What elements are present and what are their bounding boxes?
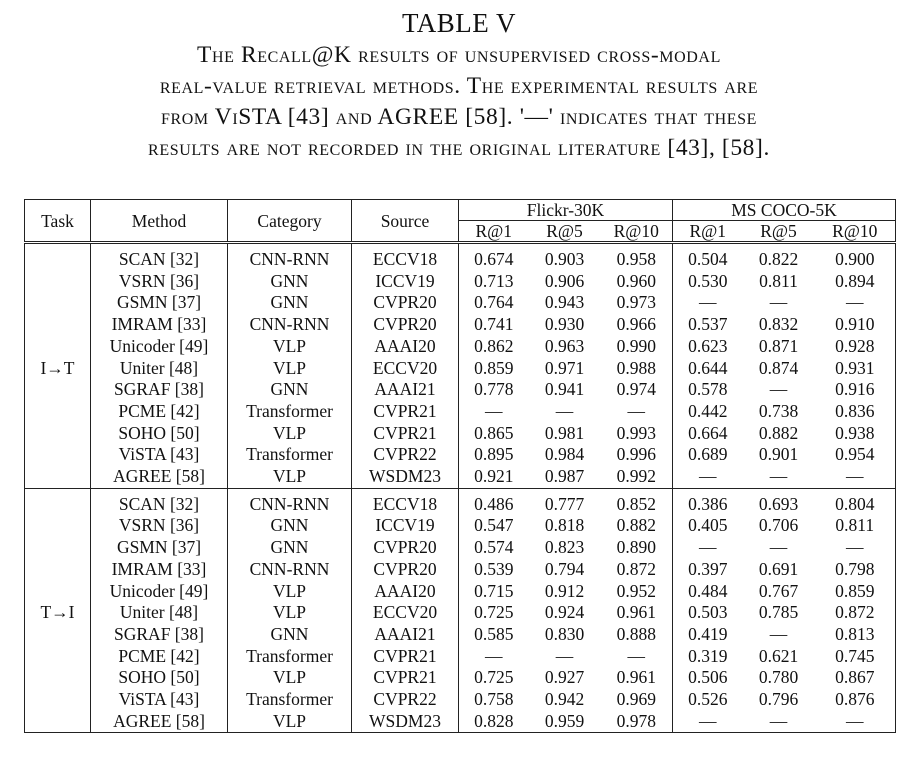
value-cell: 0.725 — [459, 602, 529, 624]
value-cell: — — [555, 645, 574, 666]
header-group-flickr: Flickr-30K — [459, 200, 673, 221]
value-cell: 0.874 — [758, 357, 799, 378]
table-row — [25, 624, 896, 646]
source-cell: AAAI21 — [352, 624, 459, 646]
value-cell: 0.993 — [616, 422, 656, 443]
value-cell: 0.506 — [673, 667, 743, 689]
value-cell: 0.900 — [815, 243, 896, 271]
value-cell: 0.674 — [459, 243, 529, 271]
value-cell: 0.804 — [815, 488, 896, 515]
value-cell: 0.822 — [743, 243, 815, 271]
value-cell: 0.405 — [673, 515, 743, 537]
value-cell: 0.938 — [835, 422, 875, 443]
header-row-groups — [25, 200, 896, 221]
value-cell: 0.890 — [616, 537, 656, 558]
value-cell: 0.954 — [835, 444, 875, 465]
value-cell: 0.981 — [544, 422, 585, 443]
value-cell: 0.319 — [673, 646, 743, 668]
value-cell: 0.442 — [673, 401, 743, 423]
value-cell: 0.852 — [601, 488, 673, 515]
method-cell: VSRN [36] — [91, 515, 228, 537]
value-cell: 0.952 — [616, 580, 656, 601]
value-cell: 0.725 — [459, 667, 529, 689]
header-category: Category — [228, 200, 352, 243]
source-cell: AAAI20 — [352, 581, 459, 603]
method-cell: AGREE [58] — [91, 466, 228, 488]
category-cell: VLP — [228, 466, 352, 488]
source-cell: ECCV20 — [352, 602, 459, 624]
category-cell: VLP — [228, 581, 352, 603]
source-cell: CVPR22 — [352, 689, 459, 711]
category-cell: GNN — [228, 537, 352, 559]
method-cell: ViSTA [43] — [91, 444, 228, 466]
table-row — [25, 646, 896, 668]
value-cell: 0.832 — [758, 314, 799, 335]
table-row — [25, 488, 896, 515]
value-cell: 0.504 — [673, 243, 743, 271]
table-row — [25, 602, 896, 624]
value-cell: — — [769, 710, 788, 731]
value-cell: 0.882 — [616, 515, 656, 536]
value-cell: 0.969 — [616, 689, 656, 710]
category-cell: CNN-RNN — [228, 314, 352, 336]
value-cell: 0.530 — [673, 271, 743, 293]
category-cell: VLP — [228, 667, 352, 689]
value-cell: 0.578 — [673, 379, 743, 401]
header-metric: R@1 — [459, 221, 529, 243]
source-cell: ECCV18 — [352, 488, 459, 515]
value-cell: 0.906 — [544, 270, 585, 291]
value-cell: 0.992 — [616, 466, 656, 487]
method-cell: Uniter [48] — [91, 602, 228, 624]
value-cell: 0.895 — [459, 444, 529, 466]
value-cell: — — [769, 466, 788, 487]
value-cell: 0.859 — [459, 358, 529, 380]
value-cell: 0.912 — [544, 580, 585, 601]
source-cell: CVPR21 — [352, 646, 459, 668]
table-row — [25, 336, 896, 358]
value-cell: 0.942 — [544, 689, 585, 710]
value-cell: 0.862 — [459, 336, 529, 358]
method-cell: SCAN [32] — [91, 488, 228, 515]
value-cell: 0.794 — [544, 558, 585, 579]
method-cell: SOHO [50] — [91, 423, 228, 445]
value-cell: — — [846, 710, 864, 731]
value-cell: 0.691 — [758, 558, 799, 579]
value-cell: 0.966 — [616, 314, 656, 335]
category-cell: GNN — [228, 379, 352, 401]
method-cell: SGRAF [38] — [91, 379, 228, 401]
value-cell: 0.419 — [673, 624, 743, 646]
value-cell: 0.958 — [601, 243, 673, 271]
source-cell: ICCV19 — [352, 271, 459, 293]
value-cell: — — [846, 466, 864, 487]
table-row — [25, 358, 896, 380]
task-cell: I→T — [25, 243, 91, 489]
header-group-coco: MS COCO-5K — [673, 200, 896, 221]
value-cell: 0.927 — [544, 667, 585, 688]
value-cell: — — [769, 537, 788, 558]
value-cell: 0.503 — [673, 602, 743, 624]
header-source: Source — [352, 200, 459, 243]
method-cell: GSMN [37] — [91, 292, 228, 314]
category-cell: GNN — [228, 515, 352, 537]
value-cell: 0.836 — [835, 400, 875, 421]
source-cell: CVPR21 — [352, 423, 459, 445]
source-cell: WSDM23 — [352, 466, 459, 488]
table-row — [25, 271, 896, 293]
results-table — [24, 199, 896, 733]
method-cell: IMRAM [33] — [91, 314, 228, 336]
value-cell: — — [459, 646, 529, 668]
value-cell: 0.971 — [544, 357, 585, 378]
category-cell: VLP — [228, 711, 352, 733]
value-cell: — — [459, 401, 529, 423]
value-cell: 0.867 — [835, 667, 875, 688]
value-cell: 0.693 — [743, 488, 815, 515]
value-cell: — — [846, 292, 864, 313]
value-cell: 0.888 — [616, 623, 656, 644]
value-cell: — — [627, 400, 645, 421]
value-cell: 0.941 — [544, 379, 585, 400]
value-cell: 0.961 — [616, 602, 656, 623]
source-cell: WSDM23 — [352, 711, 459, 733]
value-cell: 0.813 — [835, 623, 875, 644]
source-cell: ICCV19 — [352, 515, 459, 537]
table-row — [25, 581, 896, 603]
value-cell: 0.758 — [459, 689, 529, 711]
value-cell: 0.924 — [544, 602, 585, 623]
value-cell: 0.484 — [673, 581, 743, 603]
header-metric: R@1 — [673, 221, 743, 243]
category-cell: GNN — [228, 271, 352, 293]
category-cell: VLP — [228, 336, 352, 358]
value-cell: 0.644 — [673, 358, 743, 380]
category-cell: GNN — [228, 292, 352, 314]
value-cell: 0.974 — [616, 379, 656, 400]
source-cell: AAAI21 — [352, 379, 459, 401]
table-body — [25, 243, 896, 733]
value-cell: 0.916 — [835, 379, 875, 400]
value-cell: 0.910 — [835, 314, 875, 335]
table-caption — [0, 6, 918, 164]
value-cell: 0.745 — [835, 645, 875, 666]
value-cell: 0.818 — [544, 515, 585, 536]
value-cell: 0.990 — [616, 335, 656, 356]
value-cell: 0.706 — [758, 515, 799, 536]
value-cell: 0.996 — [616, 444, 656, 465]
value-cell: 0.585 — [459, 624, 529, 646]
value-cell: 0.539 — [459, 559, 529, 581]
value-cell: 0.872 — [616, 558, 656, 579]
caption-line-3: from ViSTA [43] and AGREE [58]. '—' indicates that these — [160, 104, 758, 130]
table-label: TABLE V — [401, 8, 517, 38]
caption-line-1: The Recall@K results of unsupervised cross-modal — [197, 42, 721, 68]
value-cell: 0.876 — [835, 689, 875, 710]
value-cell: 0.778 — [459, 379, 529, 401]
source-cell: CVPR21 — [352, 667, 459, 689]
source-cell: ECCV18 — [352, 243, 459, 271]
table-row — [25, 444, 896, 466]
table-row — [25, 292, 896, 314]
method-cell: IMRAM [33] — [91, 559, 228, 581]
value-cell: 0.961 — [616, 667, 656, 688]
value-cell: 0.796 — [758, 689, 799, 710]
value-cell: 0.930 — [544, 314, 585, 335]
value-cell: 0.386 — [673, 488, 743, 515]
table-row — [25, 515, 896, 537]
value-cell: 0.689 — [673, 444, 743, 466]
category-cell: VLP — [228, 602, 352, 624]
value-cell: 0.988 — [616, 357, 656, 378]
value-cell: 0.780 — [758, 667, 799, 688]
value-cell: 0.664 — [673, 423, 743, 445]
header-metric: R@10 — [815, 221, 896, 243]
method-cell: Unicoder [49] — [91, 336, 228, 358]
method-cell: GSMN [37] — [91, 537, 228, 559]
header-metric: R@5 — [743, 221, 815, 243]
method-cell: Unicoder [49] — [91, 581, 228, 603]
category-cell: Transformer — [228, 689, 352, 711]
table-row — [25, 379, 896, 401]
category-cell: VLP — [228, 358, 352, 380]
source-cell: ECCV20 — [352, 358, 459, 380]
value-cell: — — [769, 623, 788, 644]
value-cell: — — [769, 379, 788, 400]
value-cell: 0.767 — [758, 580, 799, 601]
source-cell: CVPR20 — [352, 292, 459, 314]
task-cell: T→I — [25, 488, 91, 733]
value-cell: 0.785 — [758, 602, 799, 623]
value-cell: 0.777 — [529, 488, 601, 515]
category-cell: VLP — [228, 423, 352, 445]
value-cell: — — [627, 645, 645, 666]
value-cell: 0.973 — [616, 292, 656, 313]
method-cell: ViSTA [43] — [91, 689, 228, 711]
value-cell: 0.871 — [758, 335, 799, 356]
value-cell: 0.903 — [529, 243, 601, 271]
method-cell: AGREE [58] — [91, 711, 228, 733]
table-row — [25, 423, 896, 445]
method-cell: SGRAF [38] — [91, 624, 228, 646]
category-cell: Transformer — [228, 444, 352, 466]
value-cell: 0.811 — [835, 515, 875, 536]
value-cell: 0.741 — [459, 314, 529, 336]
value-cell: 0.537 — [673, 314, 743, 336]
value-cell: 0.865 — [459, 423, 529, 445]
value-cell: 0.547 — [459, 515, 529, 537]
header-metric: R@10 — [601, 221, 673, 243]
table-row — [25, 243, 896, 271]
value-cell: 0.798 — [835, 558, 875, 579]
value-cell: 0.928 — [835, 335, 875, 356]
source-cell: CVPR20 — [352, 537, 459, 559]
table-row — [25, 667, 896, 689]
value-cell: 0.764 — [459, 292, 529, 314]
value-cell: 0.397 — [673, 559, 743, 581]
source-cell: CVPR22 — [352, 444, 459, 466]
value-cell: 0.486 — [459, 488, 529, 515]
method-cell: PCME [42] — [91, 646, 228, 668]
value-cell: 0.894 — [835, 270, 875, 291]
value-cell: 0.526 — [673, 689, 743, 711]
category-cell: CNN-RNN — [228, 488, 352, 515]
value-cell: 0.978 — [616, 710, 656, 731]
value-cell: 0.823 — [544, 537, 585, 558]
value-cell: 0.859 — [835, 580, 875, 601]
value-cell: 0.963 — [544, 335, 585, 356]
value-cell: 0.901 — [758, 444, 799, 465]
value-cell: 0.943 — [544, 292, 585, 313]
value-cell: 0.987 — [544, 466, 585, 487]
value-cell: 0.984 — [544, 444, 585, 465]
method-cell: PCME [42] — [91, 401, 228, 423]
value-cell: — — [673, 711, 743, 733]
category-cell: CNN-RNN — [228, 243, 352, 271]
value-cell: 0.959 — [544, 710, 585, 731]
value-cell: 0.738 — [758, 400, 799, 421]
category-cell: CNN-RNN — [228, 559, 352, 581]
value-cell: 0.574 — [459, 537, 529, 559]
table-row — [25, 401, 896, 423]
value-cell: 0.715 — [459, 581, 529, 603]
table-row — [25, 689, 896, 711]
header-metric: R@5 — [529, 221, 601, 243]
value-cell: — — [846, 537, 864, 558]
value-cell: 0.921 — [459, 466, 529, 488]
value-cell: 0.960 — [616, 270, 656, 291]
method-cell: SCAN [32] — [91, 243, 228, 271]
caption-line-2: real-value retrieval methods. The experimental results are — [159, 73, 759, 99]
source-cell: CVPR20 — [352, 559, 459, 581]
value-cell: — — [673, 466, 743, 488]
value-cell: — — [673, 537, 743, 559]
caption-line-4: results are not recorded in the original literature [43], [58]. — [148, 135, 770, 161]
value-cell: 0.713 — [459, 271, 529, 293]
category-cell: GNN — [228, 624, 352, 646]
source-cell: CVPR21 — [352, 401, 459, 423]
value-cell: 0.830 — [544, 623, 585, 644]
category-cell: Transformer — [228, 646, 352, 668]
table-row — [25, 559, 896, 581]
value-cell: 0.882 — [758, 422, 799, 443]
source-cell: CVPR20 — [352, 314, 459, 336]
method-cell: VSRN [36] — [91, 271, 228, 293]
value-cell: 0.811 — [759, 270, 798, 291]
value-cell: 0.621 — [758, 645, 799, 666]
value-cell: — — [555, 400, 574, 421]
value-cell: — — [769, 292, 788, 313]
method-cell: Uniter [48] — [91, 358, 228, 380]
table-row — [25, 466, 896, 488]
method-cell: SOHO [50] — [91, 667, 228, 689]
value-cell: 0.872 — [835, 602, 875, 623]
header-method: Method — [91, 200, 228, 243]
category-cell: Transformer — [228, 401, 352, 423]
table-row — [25, 711, 896, 733]
source-cell: AAAI20 — [352, 336, 459, 358]
value-cell: 0.828 — [459, 711, 529, 733]
table-row — [25, 537, 896, 559]
header-task: Task — [41, 210, 74, 231]
table-header — [25, 200, 896, 243]
value-cell: 0.623 — [673, 336, 743, 358]
value-cell: — — [673, 292, 743, 314]
table-row — [25, 314, 896, 336]
value-cell: 0.931 — [835, 357, 875, 378]
